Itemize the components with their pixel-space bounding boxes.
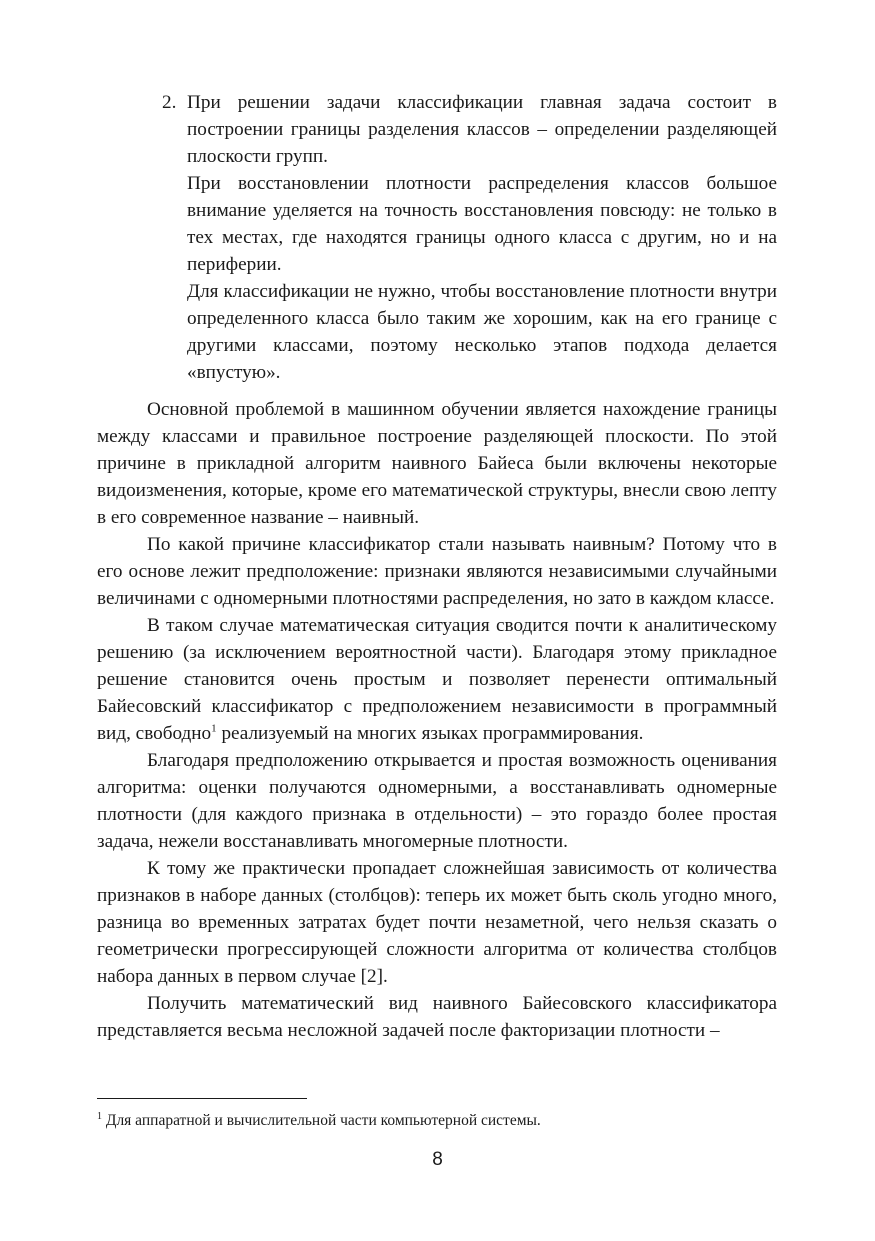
footnote-divider (97, 1098, 307, 1099)
list-number: 2. (162, 92, 177, 113)
footnote-marker: 1 (97, 1110, 102, 1122)
numbered-list-item (162, 89, 777, 386)
paragraph-text: реализуемый на многих языках программирования. (216, 723, 644, 744)
body-paragraph (97, 612, 777, 747)
list-item-paragraph: При решении задачи классификации главная задача состоит в построении границы разделения классов – определении разделяющей плоскости групп. (187, 92, 777, 167)
footnote-reference[interactable]: 1 (211, 722, 217, 735)
body-paragraph: По какой причине классификатор стали называть наивным? Потому что в его основе лежит предположение: признаки являются независимыми случайными величинами с одномерными плотностями распределения, но зато в каждом классе. (97, 534, 777, 609)
body-paragraph: Получить математический вид наивного Байесовского классификатора представляется весьма несложной задачей после факторизации плотности – (97, 993, 777, 1041)
list-item-paragraph: Для классификации не нужно, чтобы восстановление плотности внутри определенного класса было таким же хорошим, как на его границе с другими классами, поэтому несколько этапов подхода делается «впустую». (187, 281, 777, 383)
list-item-paragraph: При восстановлении плотности распределения классов большое внимание уделяется на точность восстановления повсюду: не только в тех местах, где находятся границы одного класса с другим, но и на периферии. (187, 173, 777, 275)
footnote (97, 1111, 777, 1131)
paragraph-text: В таком случае математическая ситуация сводится почти к аналитическому решению (за исключением вероятностной части). Благодаря этому прикладное решение становится очень простым и позволяет перенести оптимальный Байесовский классификатор с предположением независимости в программный вид, свободно (97, 615, 777, 744)
page-number: 8 (432, 1149, 443, 1170)
body-paragraph: Основной проблемой в машинном обучении является нахождение границы между классами и правильное построение разделяющей плоскости. По этой причине в прикладной алгоритм наивного Байеса были включены некоторые видоизменения, которые, кроме его математической структуры, внесли свою лепту в его современное название – наивный. (97, 399, 777, 528)
body-text (97, 396, 777, 1044)
body-paragraph: Благодаря предположению открывается и простая возможность оценивания алгоритма: оценки получаются одномерными, а восстанавливать одномерные плотности (для каждого признака в отдельности) – это гораздо более простая задача, нежели восстанавливать многомерные плотности. (97, 750, 777, 852)
body-paragraph: К тому же практически пропадает сложнейшая зависимость от количества признаков в наборе данных (столбцов): теперь их может быть сколь угодно много, разница во временных затратах будет почти незаметной, чего нельзя сказать о геометрически прогрессирующей сложности алгоритма от количества столбцов набора данных в первом случае [2]. (97, 858, 777, 987)
footnote-text: Для аппаратной и вычислительной части компьютерной системы. (102, 1112, 541, 1129)
